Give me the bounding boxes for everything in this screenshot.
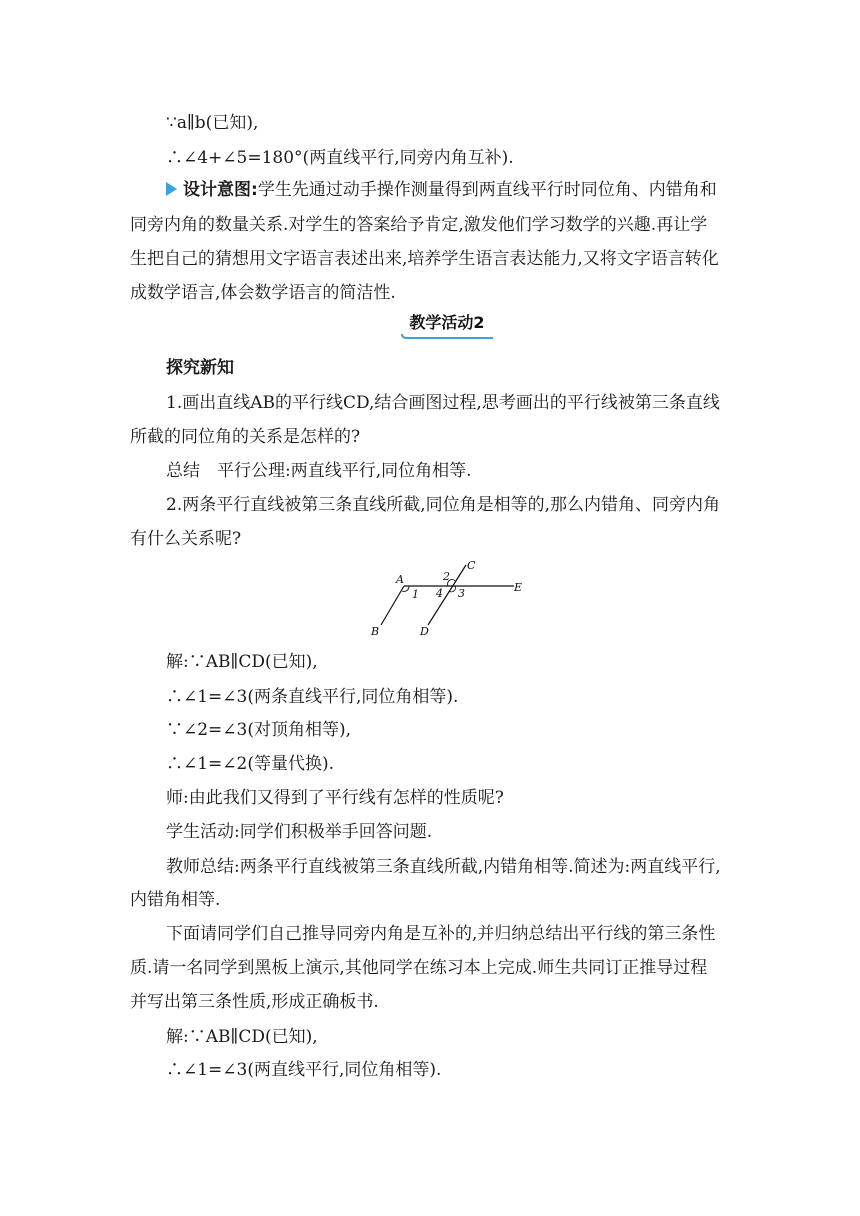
text-line: ∴∠4+∠5=180°(两直线平行,同旁内角互补).	[166, 148, 514, 168]
text-line: 2.两条平行直线被第三条直线所截,同位角是相等的,那么内错角、同旁内角	[166, 495, 721, 515]
label-E: E	[514, 581, 523, 594]
design-intent-text: 学生先通过动手操作测量得到两直线平行时同位角、内错角和	[257, 180, 717, 200]
label-A: A	[396, 573, 404, 586]
text-line: 同旁内角的数量关系.对学生的答案给予肯定,激发他们学习数学的兴趣.再让学	[130, 215, 708, 235]
triangle-bullet-icon	[166, 182, 177, 196]
label-B: B	[371, 625, 380, 638]
text-line: ∴∠1=∠3(两直线平行,同位角相等).	[166, 1060, 442, 1080]
design-intent-line	[166, 180, 766, 200]
text-line: ∵∠2=∠3(对顶角相等),	[166, 720, 352, 740]
text-line: ∵a∥b(已知),	[166, 113, 259, 133]
text-line: 总结 平行公理:两直线平行,同位角相等.	[166, 461, 472, 481]
subsection-title: 探究新知	[166, 358, 234, 378]
text-line: 有什么关系呢?	[130, 529, 242, 549]
section-heading	[401, 312, 493, 340]
section-heading-text: 教学活动2	[409, 313, 485, 332]
heading-underline-decoration	[401, 334, 493, 340]
text-line: 学生活动:同学们积极举手回答问题.	[166, 822, 433, 842]
text-line: 1.画出直线AB的平行线CD,结合画图过程,思考画出的平行线被第三条直线	[166, 393, 720, 413]
label-angle-4: 4	[436, 587, 443, 600]
label-D: D	[420, 625, 429, 638]
text-line: 师:由此我们又得到了平行线有怎样的性质呢?	[166, 788, 504, 808]
text-line: 成数学语言,体会数学语言的简洁性.	[130, 283, 396, 303]
text-line: 内错角相等.	[130, 890, 221, 910]
parallel-lines-figure	[366, 555, 530, 639]
text-line: 质.请一名同学到黑板上演示,其他同学在练习本上完成.师生共同订正推导过程	[130, 958, 708, 978]
label-angle-3: 3	[458, 587, 465, 600]
label-C: C	[467, 559, 476, 572]
parallel-lines-diagram	[366, 555, 530, 639]
label-angle-1: 1	[412, 588, 419, 601]
label-angle-2: 2	[443, 570, 450, 583]
text-line: 生把自己的猜想用文字语言表述出来,培养学生语言表达能力,又将文字语言转化	[130, 249, 719, 269]
text-line: 下面请同学们自己推导同旁内角是互补的,并归纳总结出平行线的第三条性	[166, 924, 716, 944]
line-AB	[381, 586, 404, 625]
text-line: ∴∠1=∠3(两条直线平行,同位角相等).	[166, 687, 459, 707]
text-line: 所截的同位角的关系是怎样的?	[130, 427, 361, 447]
text-line: 解:∵AB∥CD(已知),	[166, 1027, 318, 1047]
text-line: 教师总结:两条平行直线被第三条直线所截,内错角相等.简述为:两直线平行,	[166, 857, 721, 877]
design-intent-label: 设计意图:	[183, 180, 258, 200]
text-line: 并写出第三条性质,形成正确板书.	[130, 992, 379, 1012]
text-line: 解:∵AB∥CD(已知),	[166, 652, 318, 672]
text-line: ∴∠1=∠2(等量代换).	[166, 754, 335, 774]
